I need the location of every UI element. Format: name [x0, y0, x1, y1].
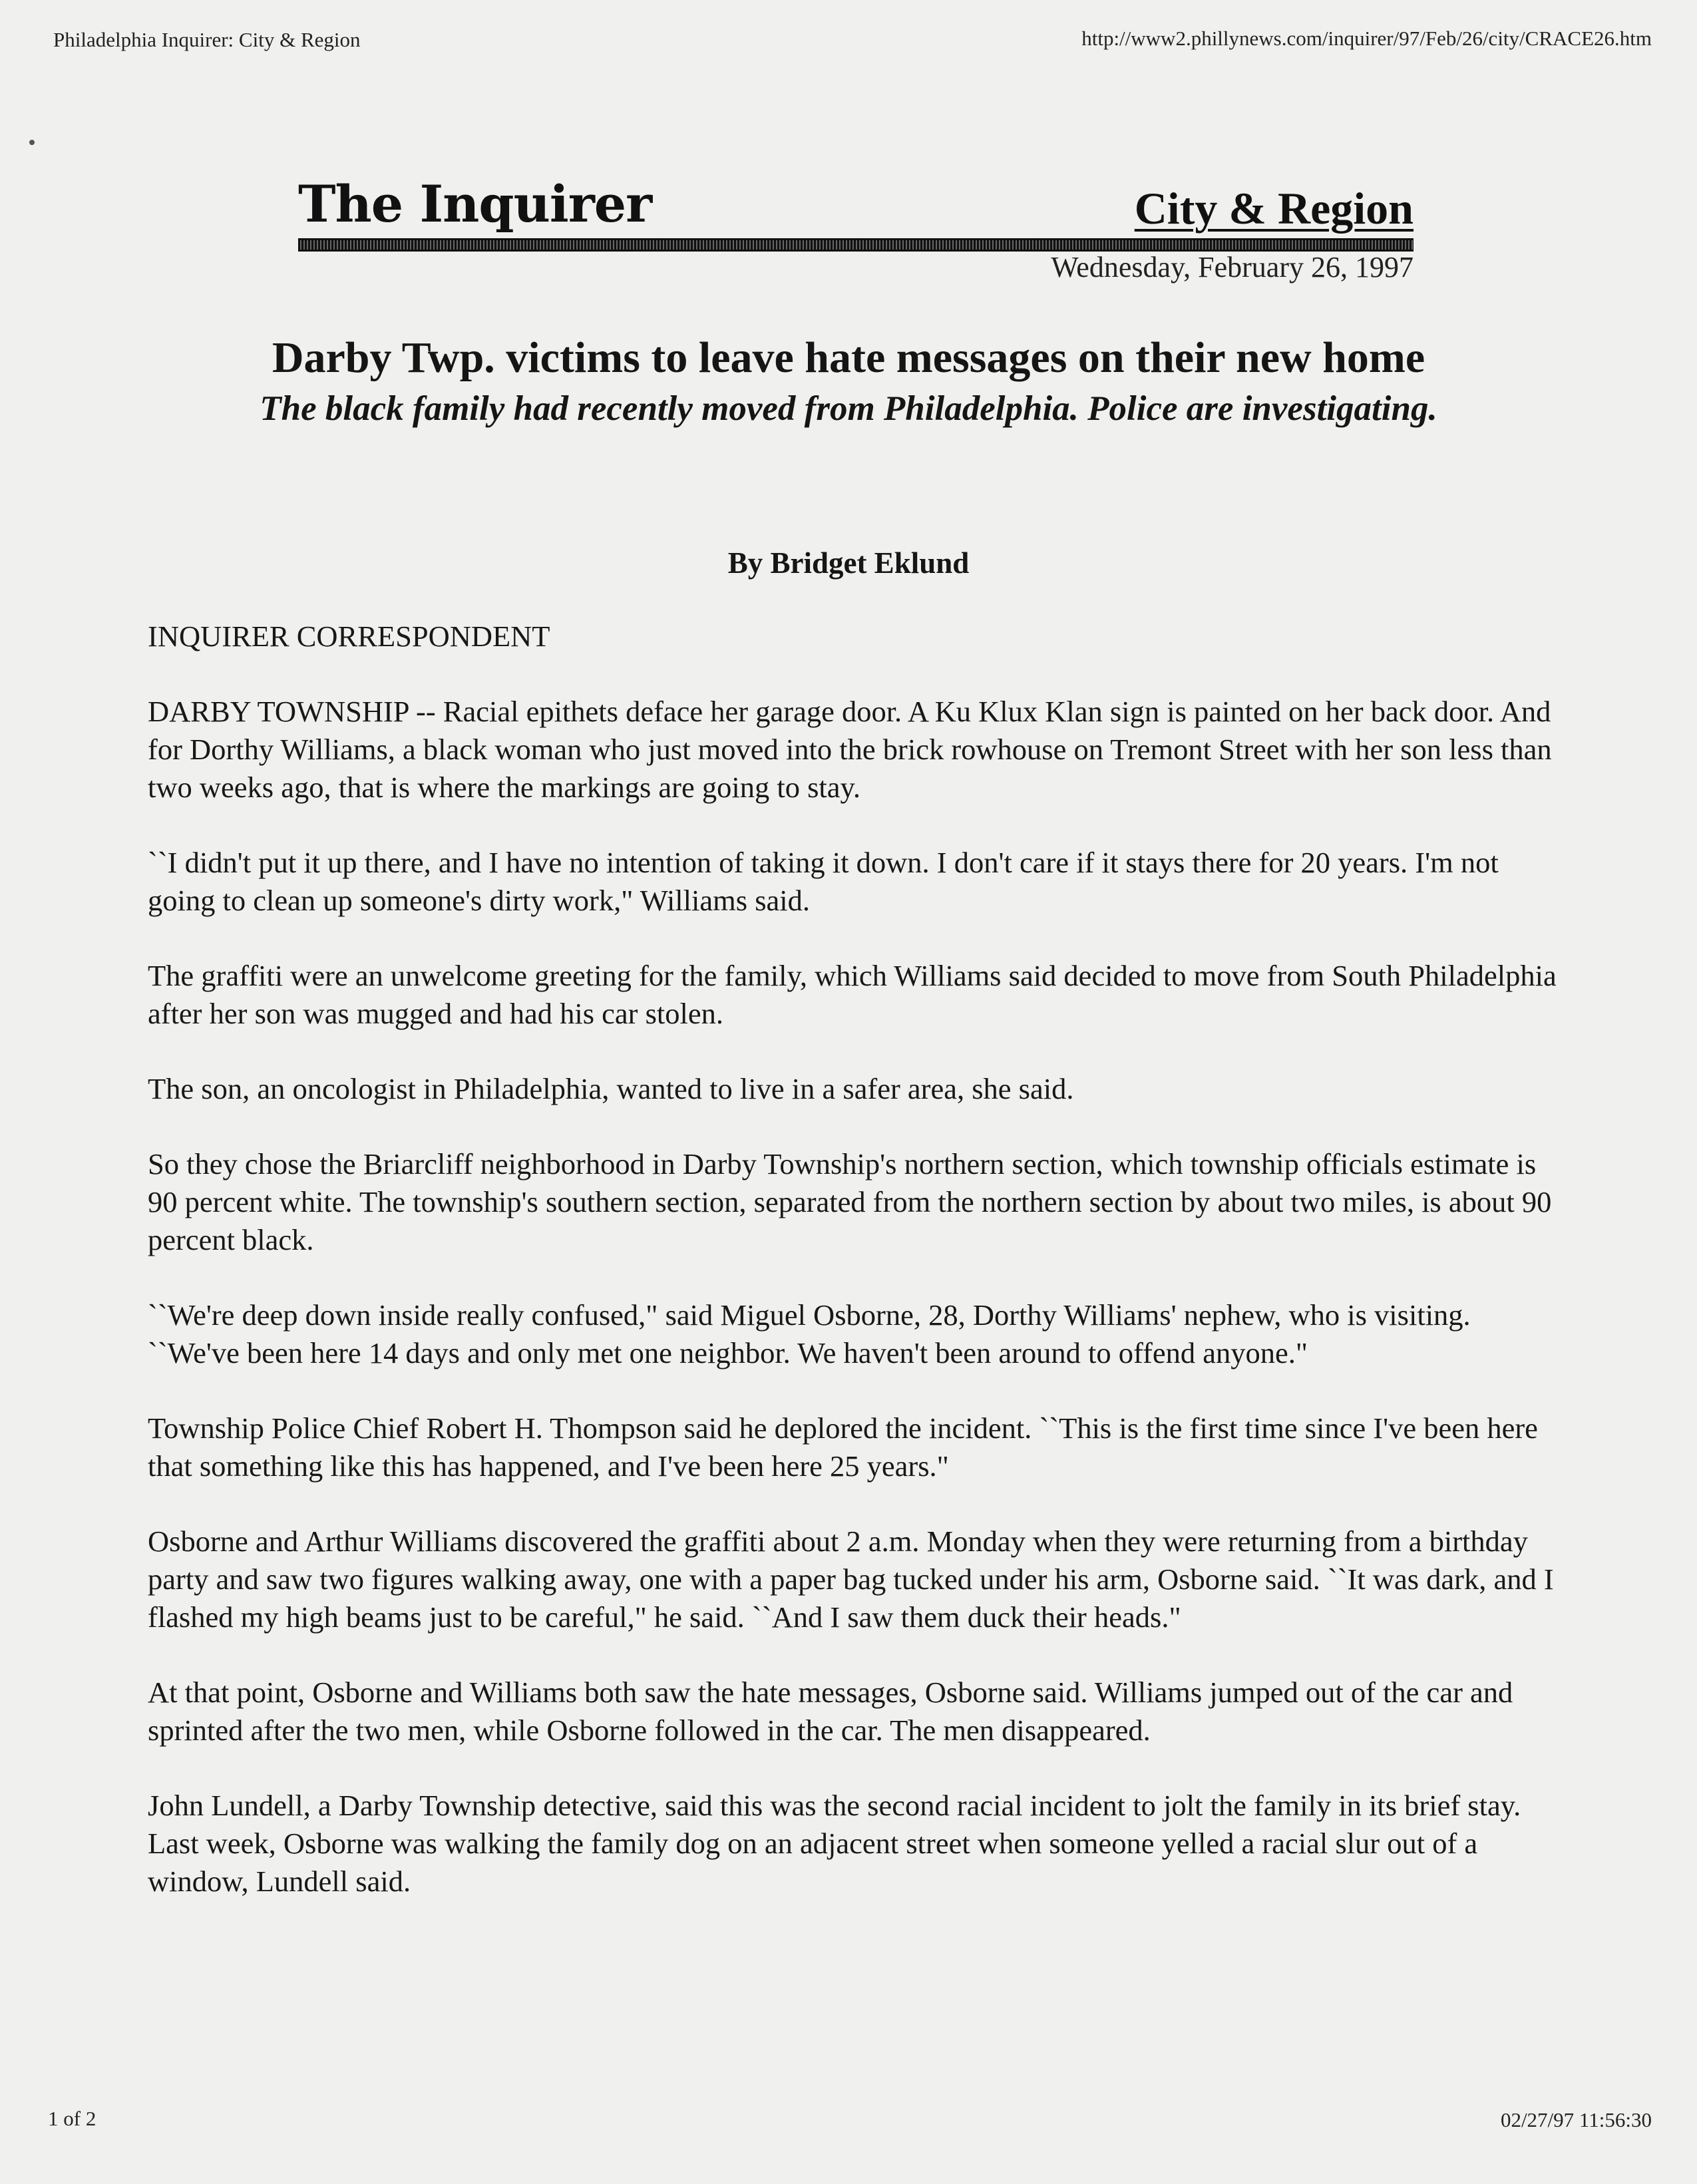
- article-byline: By Bridget Eklund: [727, 546, 970, 580]
- article-headline: Darby Twp. victims to leave hate messages on their new home: [272, 333, 1425, 382]
- article-paragraph: So they chose the Briarcliff neighborhood in Darby Township's northern section, which township officials estimate is 90 percent white. The township's southern section, separated from the northern section by about two miles, is about 90 percent black.: [148, 1147, 1552, 1256]
- publication-date: Wednesday, February 26, 1997: [1051, 251, 1414, 283]
- article-paragraph: ``We're deep down inside really confused," said Miguel Osborne, 28, Dorthy Williams' nephew, who is visiting. ``We've been here 14 days and only met one neighbor. We haven't been around to offend anyone.": [148, 1298, 1471, 1369]
- article-paragraph: At that point, Osborne and Williams both saw the hate messages, Osborne said. Williams jumped out of the car and sprinted after the two men, while Osborne followed in the car. The men disappeared.: [148, 1676, 1513, 1747]
- article-paragraph: Township Police Chief Robert H. Thompson said he deplored the incident. ``This is the first time since I've been here that something like this has happened, and I've been here 25 years.": [148, 1411, 1538, 1483]
- article-paragraph: The son, an oncologist in Philadelphia, wanted to live in a safer area, she said.: [148, 1072, 1074, 1105]
- print-header-title: Philadelphia Inquirer: City & Region: [53, 28, 361, 51]
- correspondent-credit: INQUIRER CORRESPONDENT: [148, 620, 550, 653]
- article-paragraph: John Lundell, a Darby Township detective, said this was the second racial incident to jolt the family in its brief stay. Last week, Osborne was walking the family dog on an adjacent street when someone yelled a racial slur out of a window, Lundell said.: [148, 1789, 1521, 1898]
- article-deck: The black family had recently moved from Philadelphia. Police are investigating.: [260, 389, 1437, 428]
- page-number: 1 of 2: [48, 2107, 96, 2130]
- masthead: [298, 174, 1414, 256]
- article-paragraph: DARBY TOWNSHIP -- Racial epithets deface her garage door. A Ku Klux Klan sign is painted on her back door. And for Dorthy Williams, a black woman who just moved into the brick rowhouse on Tremont Street with her son less than two weeks ago, that is where the markings are going to stay.: [148, 695, 1552, 804]
- article-body: [148, 618, 1559, 1938]
- print-timestamp: 02/27/97 11:56:30: [1500, 2108, 1652, 2131]
- masthead-rule: [298, 238, 1414, 252]
- scan-speck: [29, 140, 35, 145]
- article-paragraph: Osborne and Arthur Williams discovered the graffiti about 2 a.m. Monday when they were returning from a birthday party and saw two figures walking away, one with a paper bag tucked under his arm, Osborne said. ``It was dark, and I flashed my high beams just to be careful," he said. ``And I saw them duck their heads.": [148, 1525, 1554, 1634]
- print-header-url: http://www2.phillynews.com/inquirer/97/Feb/26/city/CRACE26.htm: [1081, 27, 1652, 50]
- section-title: City & Region: [1134, 183, 1414, 234]
- article-paragraph: The graffiti were an unwelcome greeting for the family, which Williams said decided to move from South Philadelphia after her son was mugged and had his car stolen.: [148, 959, 1557, 1030]
- newspaper-logo: The Inquirer: [298, 174, 652, 234]
- article-paragraph: ``I didn't put it up there, and I have no intention of taking it down. I don't care if it stays there for 20 years. I'm not going to clean up someone's dirty work," Williams said.: [148, 846, 1499, 917]
